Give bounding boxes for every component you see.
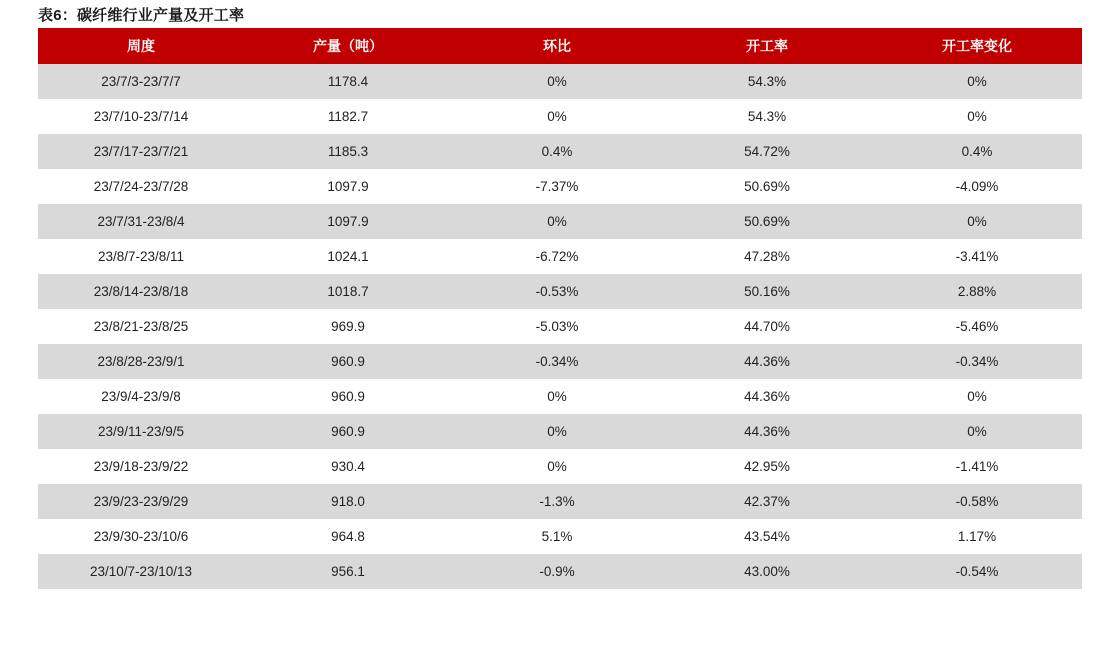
- table-row: [38, 344, 1082, 379]
- cell-operating-rate-change: 0%: [872, 414, 1082, 449]
- cell-output: 960.9: [244, 379, 452, 414]
- cell-operating-rate: 47.28%: [662, 239, 872, 274]
- cell-operating-rate-change: -0.54%: [872, 554, 1082, 589]
- cell-output: 1097.9: [244, 204, 452, 239]
- cell-operating-rate-change: 0%: [872, 99, 1082, 134]
- cell-operating-rate: 54.3%: [662, 64, 872, 99]
- cell-mom: -1.3%: [452, 484, 662, 519]
- cell-operating-rate: 50.69%: [662, 169, 872, 204]
- cell-operating-rate-change: 0%: [872, 379, 1082, 414]
- cell-mom: -6.72%: [452, 239, 662, 274]
- cell-operating-rate: 42.37%: [662, 484, 872, 519]
- cell-mom: -5.03%: [452, 309, 662, 344]
- cell-mom: 0%: [452, 449, 662, 484]
- cell-operating-rate: 54.72%: [662, 134, 872, 169]
- table-caption-text: 表6：碳纤维行业产量及开工率: [38, 7, 245, 24]
- cell-week: 23/9/18-23/9/22: [38, 449, 244, 484]
- table-row: [38, 414, 1082, 449]
- cell-week: 23/7/10-23/7/14: [38, 99, 244, 134]
- cell-output: 964.8: [244, 519, 452, 554]
- table-row: [38, 449, 1082, 484]
- cell-mom: -0.9%: [452, 554, 662, 589]
- cell-operating-rate: 44.36%: [662, 344, 872, 379]
- cell-mom: 5.1%: [452, 519, 662, 554]
- table-row: [38, 379, 1082, 414]
- cell-mom: -7.37%: [452, 169, 662, 204]
- cell-week: 23/9/30-23/10/6: [38, 519, 244, 554]
- table-row: [38, 99, 1082, 134]
- cell-operating-rate: 43.00%: [662, 554, 872, 589]
- table-row: [38, 519, 1082, 554]
- cell-output: 1097.9: [244, 169, 452, 204]
- cell-operating-rate: 54.3%: [662, 99, 872, 134]
- table-row: [38, 204, 1082, 239]
- table-row: [38, 239, 1082, 274]
- cell-operating-rate-change: -0.58%: [872, 484, 1082, 519]
- cell-week: 23/7/24-23/7/28: [38, 169, 244, 204]
- cell-week: 23/9/4-23/9/8: [38, 379, 244, 414]
- column-header-operating-rate: 开工率: [662, 28, 872, 64]
- cell-operating-rate: 43.54%: [662, 519, 872, 554]
- cell-week: 23/9/23-23/9/29: [38, 484, 244, 519]
- cell-week: 23/10/7-23/10/13: [38, 554, 244, 589]
- cell-mom: 0%: [452, 64, 662, 99]
- cell-operating-rate-change: -5.46%: [872, 309, 1082, 344]
- cell-output: 930.4: [244, 449, 452, 484]
- cell-mom: -0.34%: [452, 344, 662, 379]
- table-caption: [38, 4, 244, 25]
- cell-mom: 0%: [452, 204, 662, 239]
- cell-week: 23/8/28-23/9/1: [38, 344, 244, 379]
- cell-operating-rate: 44.36%: [662, 379, 872, 414]
- carbon-fiber-output-table: [38, 28, 1082, 589]
- cell-week: 23/7/3-23/7/7: [38, 64, 244, 99]
- cell-operating-rate-change: -3.41%: [872, 239, 1082, 274]
- cell-output: 969.9: [244, 309, 452, 344]
- table-row: [38, 484, 1082, 519]
- table-body: [38, 64, 1082, 589]
- table-row: [38, 64, 1082, 99]
- table-row: [38, 169, 1082, 204]
- cell-operating-rate-change: -1.41%: [872, 449, 1082, 484]
- column-header-mom: 环比: [452, 28, 662, 64]
- cell-operating-rate: 44.70%: [662, 309, 872, 344]
- cell-output: 960.9: [244, 414, 452, 449]
- cell-mom: 0%: [452, 414, 662, 449]
- cell-output: 956.1: [244, 554, 452, 589]
- column-header-week: 周度: [38, 28, 244, 64]
- cell-operating-rate-change: 0.4%: [872, 134, 1082, 169]
- cell-operating-rate: 50.69%: [662, 204, 872, 239]
- cell-output: 1182.7: [244, 99, 452, 134]
- cell-output: 1024.1: [244, 239, 452, 274]
- cell-operating-rate-change: -0.34%: [872, 344, 1082, 379]
- cell-week: 23/7/31-23/8/4: [38, 204, 244, 239]
- table-row: [38, 554, 1082, 589]
- column-header-operating-rate-change: 开工率变化: [872, 28, 1082, 64]
- cell-output: 918.0: [244, 484, 452, 519]
- cell-operating-rate-change: -4.09%: [872, 169, 1082, 204]
- cell-week: 23/7/17-23/7/21: [38, 134, 244, 169]
- cell-operating-rate: 50.16%: [662, 274, 872, 309]
- cell-week: 23/9/11-23/9/5: [38, 414, 244, 449]
- cell-output: 1018.7: [244, 274, 452, 309]
- table-header-row: [38, 28, 1082, 64]
- cell-output: 960.9: [244, 344, 452, 379]
- cell-mom: 0%: [452, 99, 662, 134]
- cell-mom: 0.4%: [452, 134, 662, 169]
- table-row: [38, 134, 1082, 169]
- column-header-output: 产量（吨）: [244, 28, 452, 64]
- cell-week: 23/8/21-23/8/25: [38, 309, 244, 344]
- cell-operating-rate-change: 0%: [872, 204, 1082, 239]
- cell-output: 1185.3: [244, 134, 452, 169]
- table-row: [38, 274, 1082, 309]
- cell-operating-rate: 42.95%: [662, 449, 872, 484]
- cell-mom: -0.53%: [452, 274, 662, 309]
- cell-output: 1178.4: [244, 64, 452, 99]
- cell-week: 23/8/14-23/8/18: [38, 274, 244, 309]
- table-header: [38, 28, 1082, 64]
- cell-operating-rate: 44.36%: [662, 414, 872, 449]
- cell-operating-rate-change: 1.17%: [872, 519, 1082, 554]
- cell-mom: 0%: [452, 379, 662, 414]
- cell-week: 23/8/7-23/8/11: [38, 239, 244, 274]
- cell-operating-rate-change: 0%: [872, 64, 1082, 99]
- table-row: [38, 309, 1082, 344]
- cell-operating-rate-change: 2.88%: [872, 274, 1082, 309]
